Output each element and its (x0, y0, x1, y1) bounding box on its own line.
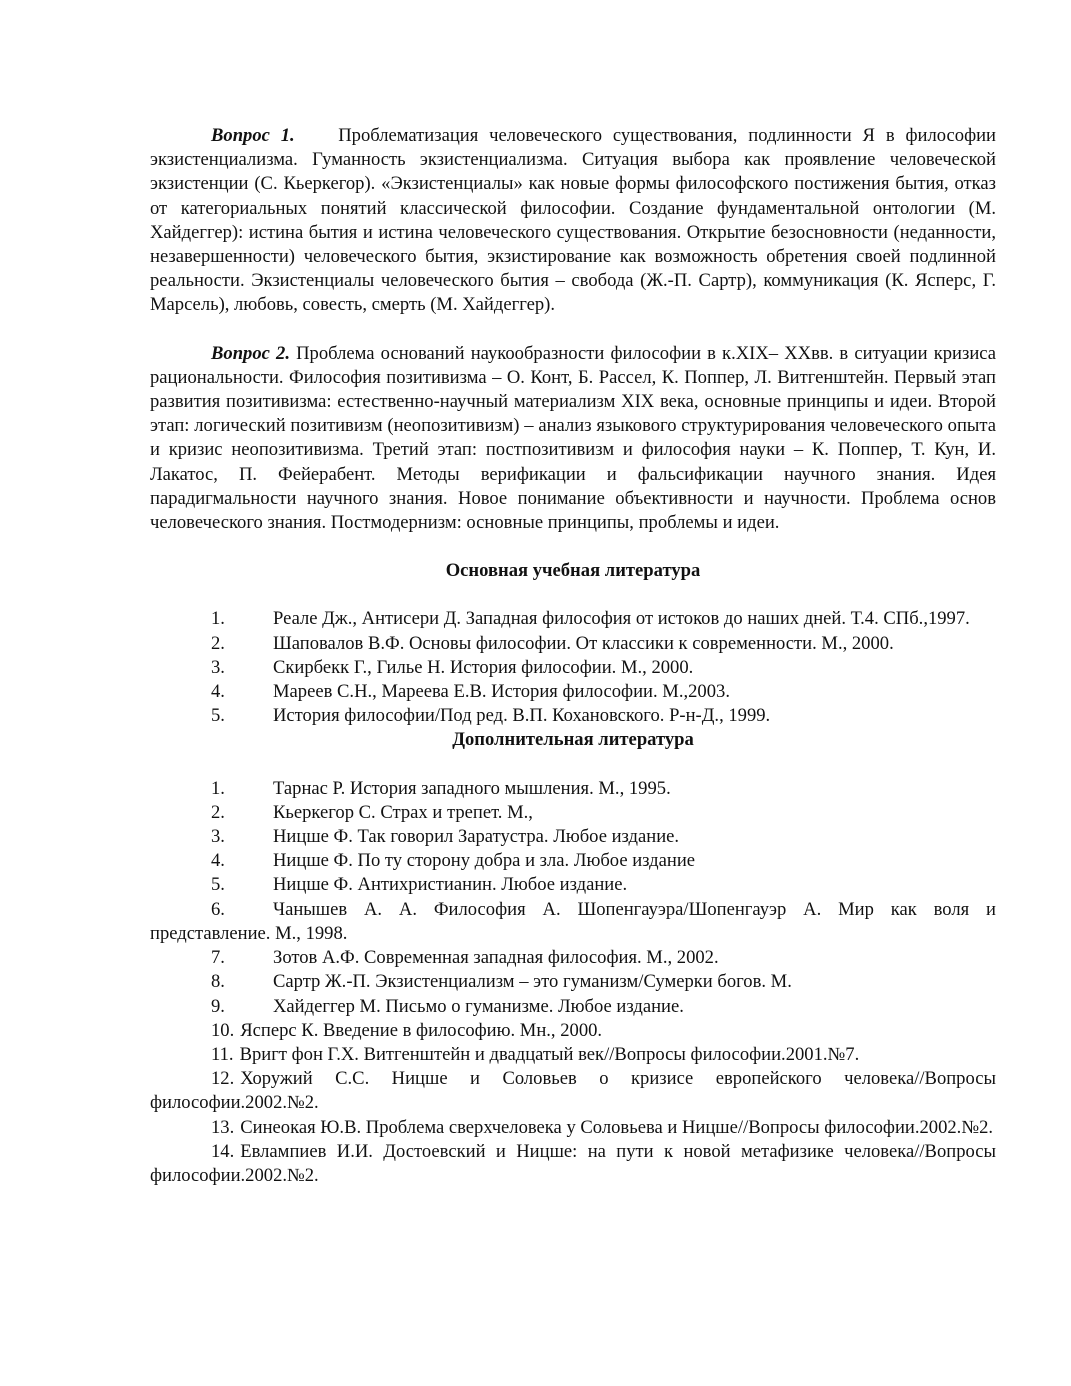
question-2 (150, 342, 996, 536)
list-item: 7. Зотов А.Ф. Современная западная философия. М., 2002. (211, 947, 719, 969)
extra-literature-list (150, 777, 996, 1188)
list-item: 3. Ницше Ф. Так говорил Заратустра. Любое издание. (211, 826, 680, 848)
list-item: 2. Шаповалов В.Ф. Основы философии. От классики к современности. М., 2000. (211, 632, 894, 654)
list-item: 11. Вригт фон Г.Х. Витгенштейн и двадцатый век//Вопросы философии.2001.№7. (211, 1043, 860, 1065)
question-1-label: Вопрос 1. (211, 125, 295, 146)
list-item: 12. Хоружий С.С. Ницше и Соловьев о кризисе европейского человека//Вопросы философии.2002.№2. (150, 1068, 996, 1114)
question-2-label: Вопрос 2. (211, 342, 290, 364)
list-item: 3. Скирбекк Г., Гилье Н. История философии. М., 2000. (211, 656, 694, 678)
list-item: 10. Ясперс К. Введение в философию. Мн., 2000. (211, 1019, 603, 1041)
question-1 (150, 124, 996, 318)
question-1-text: Проблематизация человеческого существования, подлинности Я в философии экзистенциализма. Гуманность экзистенциализма. Ситуация выбора как проявление человеческой экзистенции (С. Кьеркегор). «Экзистенциалы» как новые формы философского постижения бытия, отказ от категориальных понятий классической философии. Создание фундаментальной онтологии (М. Хайдеггер): истина бытия и истина человеческого существования. Открытие безосновности (неданности, незавершенности) человеческого бытия, экзистирование как возможность обретения своей подлинной реальности. Экзистенциалы человеческого бытия – свобода (Ж.-П. Сартр), коммуникация (К. Ясперс, Г. Марсель), любовь, совесть, смерть (М. Хайдеггер). (150, 125, 997, 316)
question-2-text: Проблема оснований наукообразности философии в к.XIX– XXвв. в ситуации кризиса рациональности. Философия позитивизма – О. Конт, Б. Рассел, К. Поппер, Л. Витгенштейн. Первый этап развития позитивизма: естественно-научный материализм XIX века, основные принципы и идеи. Второй этап: логический позитивизм (неопозитивизм) – анализ языкового структурирования человеческого опыта и кризис неопозитивизма. Третий этап: постпозитивизм и философия науки – К. Поппер, Т. Кун, И. Лакатос, П. Фейерабент. Методы верификации и фальсификации научного знания. Идея парадигмальности научного знания. Новое понимание объективности и научности. Проблема основ человеческого знания. Постмодернизм: основные принципы, проблемы и идеи. (150, 342, 996, 534)
list-item: 5. Ницше Ф. Антихристианин. Любое издание. (211, 874, 628, 896)
list-item: 13. Синеокая Ю.В. Проблема сверхчеловека у Соловьева и Ницше//Вопросы философии.2002.№2. (211, 1116, 994, 1138)
list-item: 2. Кьеркегор С. Страх и трепет. М., (211, 801, 533, 823)
extra-literature-heading: Дополнительная литература (452, 729, 694, 751)
list-item: 1. Тарнас Р. История западного мышления. М., 1995. (211, 777, 671, 799)
list-item: 14. Евлампиев И.И. Достоевский и Ницше: на пути к новой метафизике человека//Вопросы философии.2002.№2. (150, 1140, 996, 1186)
main-literature-heading: Основная учебная литература (445, 560, 701, 582)
page-content (150, 124, 996, 1188)
list-item: 1. Реале Дж., Антисери Д. Западная философия от истоков до наших дней. Т.4. СПб.,1997. (211, 608, 970, 630)
list-item: 9. Хайдеггер М. Письмо о гуманизме. Любое издание. (211, 995, 684, 1017)
list-item: 8. Сартр Ж.-П. Экзистенциализм – это гуманизм/Сумерки богов. М. (211, 971, 792, 993)
main-literature-list (150, 607, 996, 728)
list-item: 6. Чанышев А. А. Философия А. Шопенгауэра/Шопенгауэр А. Мир как воля и представление. М., 1998. (150, 898, 996, 944)
list-item: 4. Ницше Ф. По ту сторону добра и зла. Любое издание (211, 850, 696, 872)
list-item: 4. Мареев С.Н., Мареева Е.В. История философии. М.,2003. (211, 681, 730, 703)
list-item: 5. История философии/Под ред. В.П. Кохановского. Р-н-Д., 1999. (211, 705, 771, 727)
